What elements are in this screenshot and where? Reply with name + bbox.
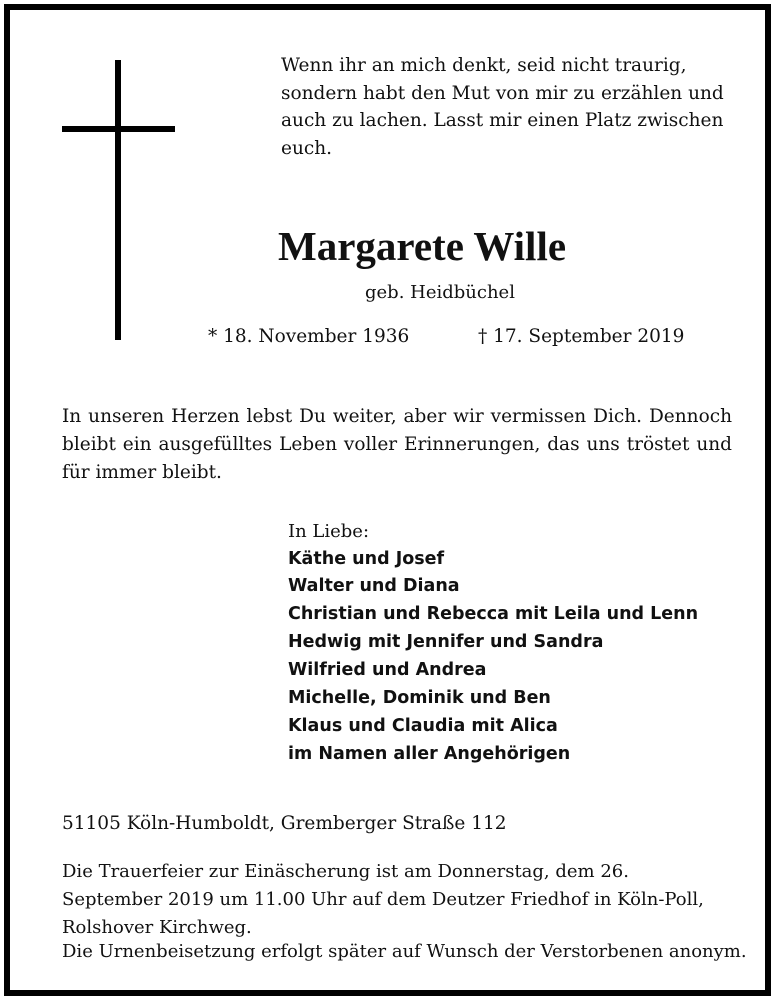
ceremony-info: Die Trauerfeier zur Einäscherung ist am Donnerstag, dem 26. September 2019 um 11.00 Uhr auf dem Deutzer Friedhof in Köln-Poll, Rolshover Kirchweg. [62, 861, 704, 938]
mourner-name: Walter und Diana [288, 576, 460, 597]
mourners-intro: In Liebe: [288, 521, 370, 542]
quote-text: Wenn ihr an mich denkt, seid nicht traurig, sondern habt den Mut von mir zu erzählen und auch zu lachen. Lasst mir einen Platz zwischen euch. [281, 55, 724, 159]
mourner-name: Käthe und Josef [288, 548, 445, 569]
birth-date: * 18. November 1936 [208, 326, 410, 347]
mourner-name: Christian und Rebecca mit Leila und Lenn [288, 604, 699, 625]
cross-icon-crossbar [62, 126, 175, 132]
burial-info: Die Urnenbeisetzung erfolgt später auf Wunsch der Verstorbenen anonym. [62, 941, 747, 962]
birth-name: geb. Heidbüchel [365, 282, 515, 303]
deceased-name: Margarete Wille [278, 223, 567, 269]
obituary-frame [4, 4, 771, 996]
mourner-name: im Namen aller Angehörigen [288, 743, 571, 764]
death-date: † 17. September 2019 [478, 326, 685, 347]
mourner-name: Hedwig mit Jennifer und Sandra [288, 632, 604, 653]
family-address: 51105 Köln-Humboldt, Gremberger Straße 112 [62, 813, 507, 834]
cross-icon [115, 60, 121, 340]
mourners-block [288, 518, 698, 769]
mourners-list [288, 546, 698, 769]
mourner-name: Wilfried und Andrea [288, 660, 487, 681]
memorial-message: In unseren Herzen lebst Du weiter, aber wir vermissen Dich. Dennoch bleibt ein ausgefülltes Leben voller Erinnerungen, das uns tröstet und für immer bleibt. [62, 406, 732, 483]
mourner-name: Klaus und Claudia mit Alica [288, 715, 558, 736]
mourner-name: Michelle, Dominik und Ben [288, 688, 551, 709]
